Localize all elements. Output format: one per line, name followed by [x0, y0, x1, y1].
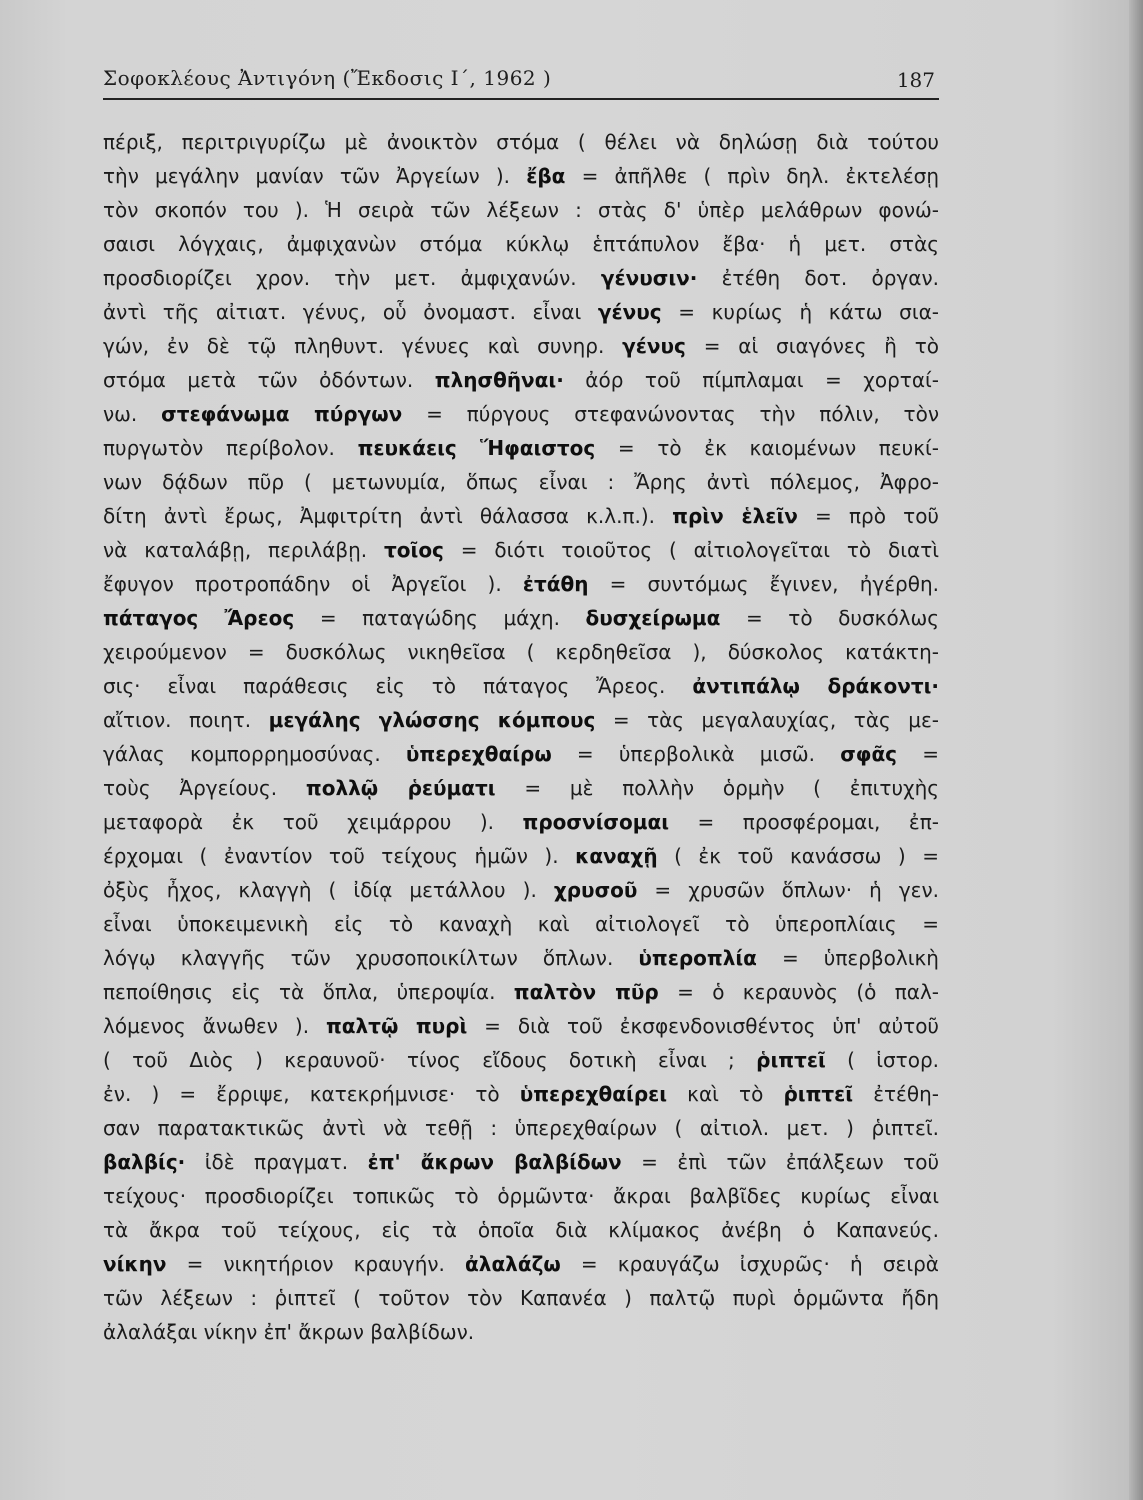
headword: πολλῷ ῥεύματι — [305, 776, 496, 800]
gloss-text: ἔφυγον προτροπάδην οἱ Ἀργεῖοι ). — [103, 572, 523, 596]
gloss-text: = ὑπερβολικὴ — [756, 946, 939, 970]
gloss-text: τῶν λέξεων : ῥιπτεῖ ( τοῦτον τὸν Καπανέα ) παλτῷ πυρὶ ὁρμῶντα ἤδη — [103, 1286, 939, 1310]
headword: γένυσιν· — [600, 266, 698, 290]
text-line — [103, 227, 939, 261]
gloss-text: έρχομαι ( ἐναντίον τοῦ τείχους ἡμῶν ). — [103, 844, 576, 868]
headword: ἀντιπάλῳ δράκοντι· — [692, 674, 939, 698]
headword: χρυσοῦ — [553, 878, 638, 902]
text-line — [103, 839, 939, 873]
headword: πάταγος Ἄρεος — [103, 606, 295, 630]
gloss-text: = προσφέρομαι, ἐπ- — [668, 810, 940, 834]
text-line — [103, 1145, 939, 1179]
page-header — [103, 58, 939, 100]
running-title: Σοφοκλέους Ἀντιγόνη (Ἔκδοσις Ι΄, 1962 ) — [103, 66, 552, 90]
text-line — [103, 261, 939, 295]
headword: ἐτάθη — [522, 572, 589, 596]
text-line — [103, 1077, 939, 1111]
headword: δυσχείρωμα — [585, 606, 721, 630]
text-line — [103, 1179, 939, 1213]
headword: τοῖος — [384, 538, 444, 562]
text-line — [103, 431, 939, 465]
text-line — [103, 941, 939, 975]
headword: νίκην — [103, 1252, 167, 1276]
gloss-text: = αἱ σιαγόνες ἢ τὸ — [685, 334, 939, 358]
headword: παλτῷ πυρὶ — [325, 1014, 468, 1038]
gloss-text: δίτη ἀντὶ ἔρως, Ἀμφιτρίτη ἀντὶ θάλασσα κ.λ.π.). — [103, 504, 673, 528]
gloss-text: = ὑπερβολικὰ μισῶ. — [551, 742, 841, 766]
headword: ἐπ' ἄκρων βαλβίδων — [367, 1150, 622, 1174]
gloss-text: = πύργους στεφανώνοντας τὴν πόλιν, τὸν — [402, 402, 940, 426]
headword: καναχῇ — [575, 844, 658, 868]
headword: ἔβα — [526, 164, 566, 188]
text-line — [103, 771, 939, 805]
gloss-text: = τὸ ἐκ καιομένων πευκί- — [595, 436, 939, 460]
gloss-text: μεταφορὰ ἐκ τοῦ χειμάρρου ). — [103, 810, 523, 834]
gloss-text: ἀντὶ τῆς αἰτιατ. γένυς, οὗ ὀνομαστ. εἶναι — [103, 300, 598, 324]
gloss-text: ἰδὲ πραγματ. — [185, 1150, 368, 1174]
headword: προσνίσομαι — [522, 810, 669, 834]
text-line — [103, 907, 939, 941]
text-line — [103, 533, 939, 567]
commentary-text — [103, 125, 939, 1349]
text-line — [103, 499, 939, 533]
text-line — [103, 397, 939, 431]
gloss-text: ( τοῦ Διὸς ) κεραυνοῦ· τίνος εἴδους δοτικὴ εἶναι ; — [103, 1048, 757, 1072]
gloss-text: πέριξ, περιτριγυρίζω μὲ ἀνοικτὸν στόμα ( θέλει νὰ δηλώσῃ διὰ τούτου — [103, 130, 939, 154]
gloss-text: = ἐπὶ τῶν ἐπάλξεων τοῦ — [621, 1150, 940, 1174]
text-line — [103, 295, 939, 329]
gloss-text: = διὰ τοῦ ἐκσφενδονισθέντος ὑπ' αὐτοῦ — [467, 1014, 939, 1038]
gloss-text: ὀξὺς ἦχος, κλαγγὴ ( ἰδίᾳ μετάλλου ). — [103, 878, 554, 902]
gloss-text: νω. — [103, 402, 162, 426]
gloss-text: = συντόμως ἔγινεν, ἠγέρθη. — [588, 572, 939, 596]
gloss-text: = — [897, 742, 939, 766]
gloss-text: ἐτέθη- — [853, 1082, 939, 1106]
text-line — [103, 635, 939, 669]
gloss-text: ἐτέθη δοτ. ὀργαν. — [697, 266, 939, 290]
text-line — [103, 1043, 939, 1077]
gloss-text: γών, ἐν δὲ τῷ πληθυντ. γένυες καὶ συνηρ. — [103, 334, 623, 358]
headword: γένυς — [597, 300, 662, 324]
headword: γένυς — [622, 334, 686, 358]
gloss-text: προσδιορίζει χρον. τὴν μετ. ἀμφιχανών. — [103, 266, 601, 290]
gloss-text: καὶ τὸ — [667, 1082, 784, 1106]
gloss-text: τείχους· προσδιορίζει τοπικῶς τὸ ὁρμῶντα· ἄκραι βαλβῖδες κυρίως εἶναι — [103, 1184, 939, 1208]
gloss-text: = διότι τοιοῦτος ( αἰτιολογεῖται τὸ διατὶ — [443, 538, 939, 562]
gloss-text: = κυρίως ἡ κάτω σια- — [661, 300, 939, 324]
gloss-text: πεποίθησις εἰς τὰ ὅπλα, ὑπεροψία. — [103, 980, 514, 1004]
gloss-text: = κραυγάζω ἰσχυρῶς· ἡ σειρὰ — [560, 1252, 939, 1276]
text-line — [103, 125, 939, 159]
headword: παλτὸν πῦρ — [513, 980, 659, 1004]
gloss-text: = νικητήριον κραυγήν. — [166, 1252, 466, 1276]
text-line — [103, 329, 939, 363]
page-edge-shadow — [1129, 0, 1143, 1500]
text-line — [103, 975, 939, 1009]
gloss-text: πυργωτὸν περίβολον. — [103, 436, 358, 460]
gloss-text: = μὲ πολλὴν ὁρμὴν ( ἐπιτυχὴς — [495, 776, 939, 800]
text-line — [103, 669, 939, 703]
headword: σφᾶς — [840, 742, 898, 766]
text-line — [103, 193, 939, 227]
text-line — [103, 737, 939, 771]
gloss-text: = ὁ κεραυνὸς (ὁ παλ- — [658, 980, 940, 1004]
headword: ὑπεροπλία — [638, 946, 757, 970]
gloss-text: τοὺς Ἀργείους. — [103, 776, 306, 800]
text-line — [103, 805, 939, 839]
text-line — [103, 159, 939, 193]
text-line — [103, 873, 939, 907]
headword: ὑπερεχθαίρει — [519, 1082, 668, 1106]
gloss-text: νὰ καταλάβῃ, περιλάβῃ. — [103, 538, 385, 562]
text-line — [103, 1281, 939, 1315]
text-line — [103, 703, 939, 737]
gloss-text: αἴτιον. ποιητ. — [103, 708, 269, 732]
gloss-text: = τὸ δυσκόλως — [720, 606, 939, 630]
gloss-text: = χρυσῶν ὅπλων· ἡ γεν. — [637, 878, 939, 902]
headword: ἀλαλάζω — [465, 1252, 561, 1276]
gloss-text: ἀόρ τοῦ πίμπλαμαι = χορταί- — [563, 368, 939, 392]
gloss-text: = ἀπῆλθε ( πρὶν δηλ. ἐκτελέσῃ — [565, 164, 940, 188]
headword: ὑπερεχθαίρω — [405, 742, 552, 766]
gloss-text: χειρούμενον = δυσκόλως νικηθεῖσα ( κερδηθεῖσα ), δύσκολος κατάκτη- — [103, 640, 939, 664]
text-line — [103, 601, 939, 635]
gloss-text: = παταγώδης μάχη. — [294, 606, 586, 630]
gloss-text: στόμα μετὰ τῶν ὀδόντων. — [103, 368, 435, 392]
gloss-text: σις· εἶναι παράθεσις εἰς τὸ πάταγος Ἄρεος. — [103, 674, 693, 698]
gloss-text: λόγῳ κλαγγῆς τῶν χρυσοποικίλτων ὅπλων. — [103, 946, 639, 970]
text-line — [103, 1213, 939, 1247]
headword: στεφάνωμα πύργων — [161, 402, 403, 426]
headword: ῥιπτεῖ — [756, 1048, 826, 1072]
gloss-text: ( ἱστορ. — [825, 1048, 939, 1072]
headword: πρὶν ἑλεῖν — [672, 504, 798, 528]
page-number: 187 — [896, 68, 935, 92]
gloss-text: τὰ ἄκρα τοῦ τείχους, εἰς τὰ ὁποῖα διὰ κλίμακος ἀνέβη ὁ Καπανεύς. — [103, 1218, 939, 1242]
gloss-text: τὴν μεγάλην μανίαν τῶν Ἀργείων ). — [103, 164, 527, 188]
text-line — [103, 1009, 939, 1043]
text-line — [103, 1111, 939, 1145]
text-line — [103, 363, 939, 397]
gloss-text: σαισι λόγχαις, ἀμφιχανὼν στόμα κύκλῳ ἑπτάπυλον ἔβα· ἡ μετ. στὰς — [103, 232, 939, 256]
text-line — [103, 465, 939, 499]
text-line — [103, 1315, 939, 1349]
headword: βαλβίς· — [103, 1150, 186, 1174]
headword: μεγάλης γλώσσης κόμπους — [268, 708, 596, 732]
gloss-text: σαν παρατακτικῶς ἀντὶ νὰ τεθῇ : ὑπερεχθαίρων ( αἰτιολ. μετ. ) ῥιπτεῖ. — [103, 1116, 939, 1140]
headword: ῥιπτεῖ — [783, 1082, 854, 1106]
text-line — [103, 1247, 939, 1281]
gloss-text: λόμενος ἄνωθεν ). — [103, 1014, 326, 1038]
headword: πευκάεις Ἥφαιστος — [357, 436, 596, 460]
headword: πλησθῆναι· — [434, 368, 564, 392]
text-line — [103, 567, 939, 601]
gloss-text: ἐν. ) = ἔρριψε, κατεκρήμνισε· τὸ — [103, 1082, 520, 1106]
gloss-text: εἶναι ὑποκειμενικὴ εἰς τὸ καναχὴ καὶ αἰτιολογεῖ τὸ ὑπεροπλίαις = — [103, 912, 939, 936]
gloss-text: νων δᾴδων πῦρ ( μετωνυμία, ὅπως εἶναι : Ἄρης ἀντὶ πόλεμος, Ἀφρο- — [103, 470, 939, 494]
gloss-text: τὸν σκοπόν του ). Ἡ σειρὰ τῶν λέξεων : στὰς δ' ὑπὲρ μελάθρων φονώ- — [103, 198, 939, 222]
gloss-text: ( ἐκ τοῦ κανάσσω ) = — [657, 844, 939, 868]
gloss-text: = τὰς μεγαλαυχίας, τὰς με- — [595, 708, 940, 732]
gloss-text: ἀλαλάξαι νίκην ἐπ' ἄκρων βαλβίδων. — [103, 1320, 475, 1344]
gloss-text: = πρὸ τοῦ — [797, 504, 940, 528]
gloss-text: γάλας κομπορρημοσύνας. — [103, 742, 406, 766]
